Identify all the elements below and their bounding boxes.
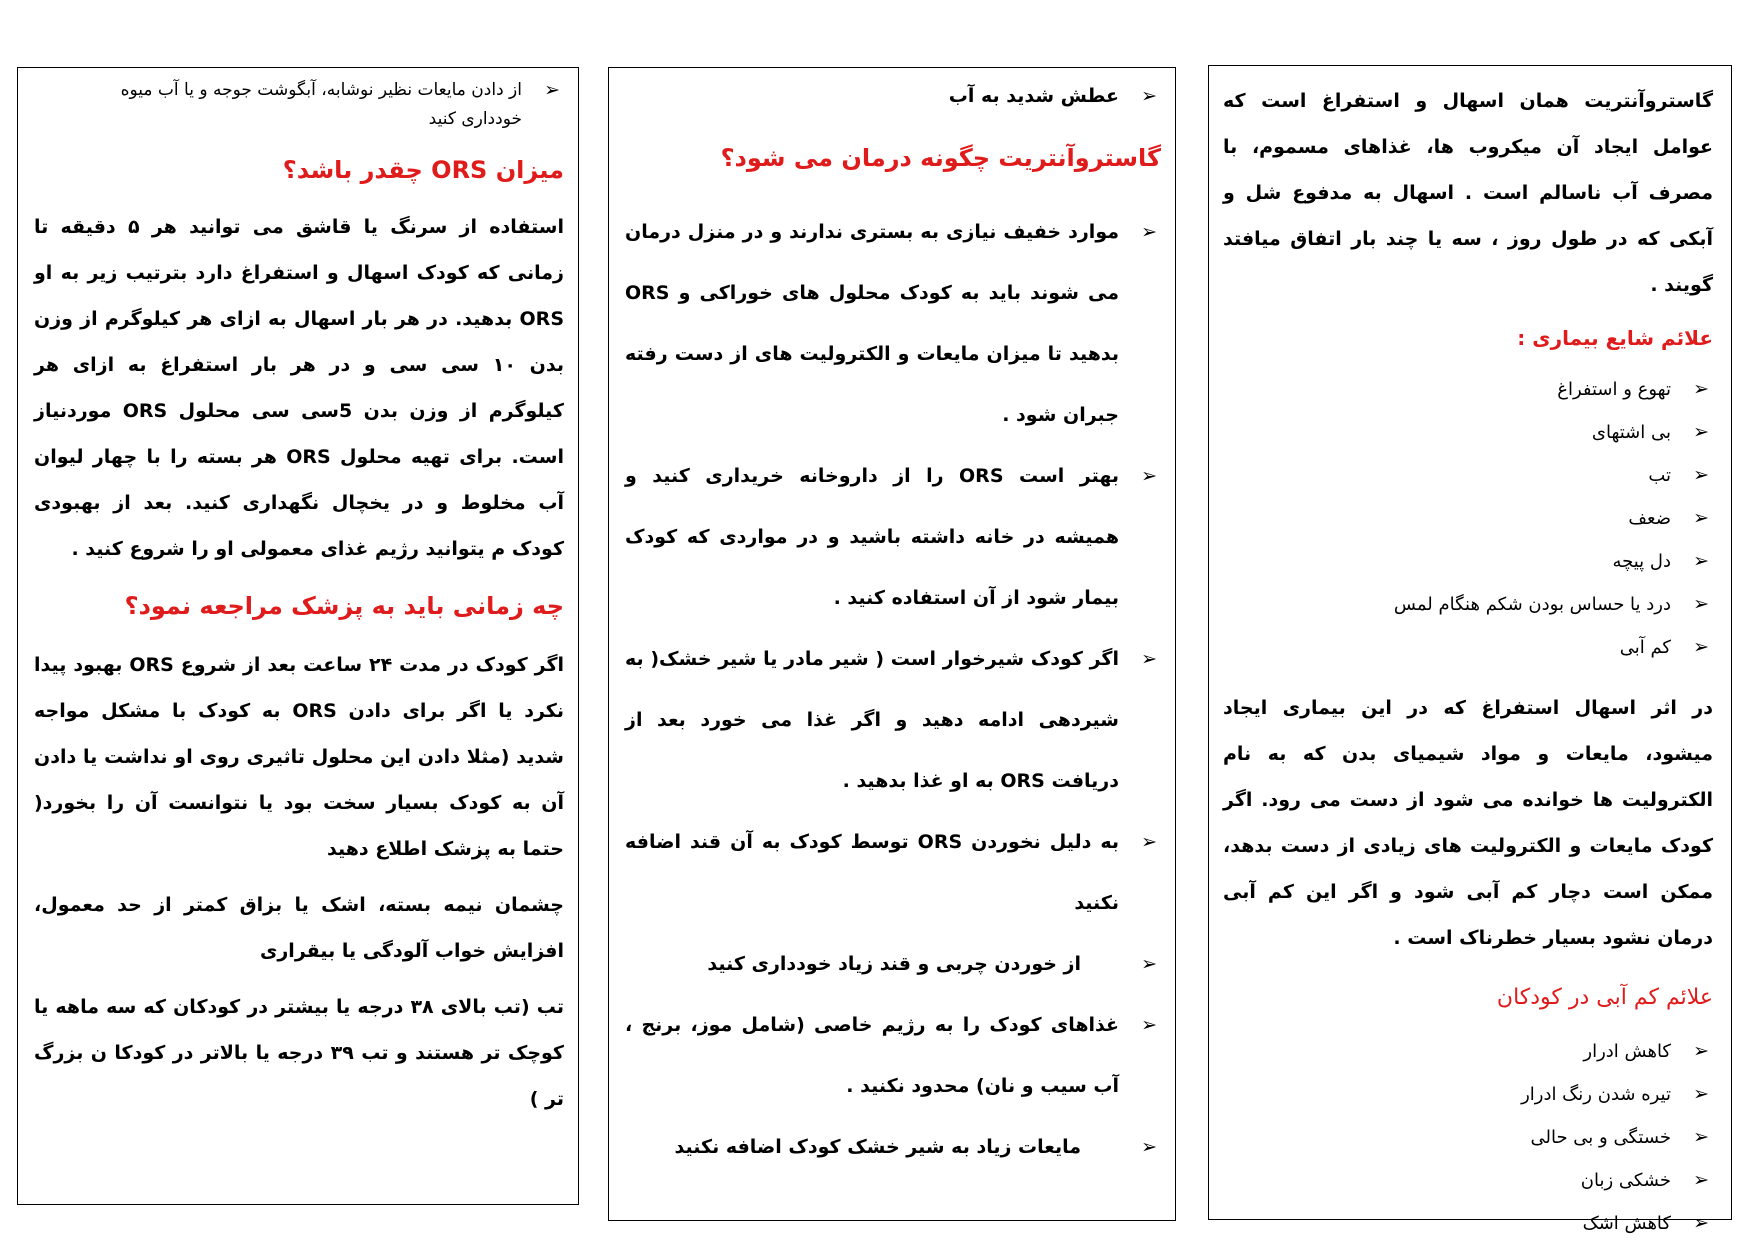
list-item: ➢ خشکی زبان [1223,1159,1713,1202]
arrow-check-icon: ➢ [1693,1083,1709,1105]
right-panel [1208,65,1732,1234]
list-item: ➢ کاهش ادرار [1223,1030,1713,1073]
doctor-heading: چه زمانی باید به پزشک مراجعه نمود؟ [124,592,564,620]
treatment-heading: گاستروآنتریت چگونه درمان می شود؟ [720,144,1161,172]
dehydration-heading: علائم کم آبی در کودکان [1496,985,1713,1010]
list-item: ➢ بهتر است ORS را از داروخانه خریداری کنید و همیشه در خانه داشته باشید و در مواردی که کودک بیمار شود از آن استفاده کنید . [625,446,1161,629]
treatment-list [625,202,1161,1178]
list-item: ➢ کم آبی [1223,626,1713,669]
arrow-check-icon: ➢ [1141,1136,1157,1158]
list-item: ➢ غذاهای کودک را به رژیم خاصی (شامل موز، برنج ، آب سیب و نان) محدود نکنید . [625,995,1161,1117]
arrow-check-icon: ➢ [1141,221,1157,243]
list-item: ➢ درد یا حساس بودن شکم هنگام لمس [1223,583,1713,626]
list-item: ➢ بی اشتهای [1223,411,1713,454]
ors-heading: میزان ORS چقدر باشد؟ [282,156,564,184]
arrow-check-icon: ➢ [1141,953,1157,975]
list-item: ➢ عطش شدید به آب [625,76,1161,116]
symptoms-list [1223,368,1713,669]
list-item: ➢ مایعات زیاد به شیر خشک کودک اضافه نکنید [625,1117,1161,1178]
left-panel [17,67,579,1205]
dehydration-paragraph: در اثر اسهال استفراغ که در این بیماری ایجاد میشود، مایعات و مواد شیمیای بدن که به نام الکترولیت ها خوانده می شود از دست می رود. اگر کودک مایعات و الکترولیت های زیادی از دست بدهد، ممکن است دچار کم آبی شود و اگر این کم آبی درمان نشود بسیار خطرناک است . [1223,697,1713,949]
arrow-check-icon: ➢ [1693,378,1709,400]
arrow-check-icon: ➢ [1693,1212,1709,1234]
arrow-check-icon: ➢ [1693,1126,1709,1148]
avoid-list [34,76,564,134]
list-item: ➢ تب [1223,454,1713,497]
arrow-check-icon: ➢ [1141,1014,1157,1036]
list-item: ➢ کاهش اشک [1223,1202,1713,1245]
list-item: ➢ از دادن مایعات نظیر نوشابه، آبگوشت جوجه و یا آب میوه خودداری کنید [94,76,564,134]
list-item: ➢ به دلیل نخوردن ORS توسط کودک به آن قند اضافه نکنید [625,812,1161,934]
arrow-check-icon: ➢ [1141,648,1157,670]
doctor-paragraph-2: چشمان نیمه بسته، اشک یا بزاق کمتر از حد معمول، افزایش خواب آلودگی یا بیقراری [34,894,564,962]
middle-panel [608,67,1176,1221]
doctor-paragraph-3: تب (تب بالای ۳۸ درجه یا بیشتر در کودکان که سه ماهه یا کوچک تر هستند و تب ۳۹ درجه یا بالاتر در کودکا ن بزرگ تر ) [34,996,564,1110]
arrow-check-icon: ➢ [1693,421,1709,443]
list-item: ➢ ضعف [1223,497,1713,540]
arrow-check-icon: ➢ [1693,593,1709,615]
arrow-check-icon: ➢ [1141,85,1157,107]
ors-paragraph: استفاده از سرنگ یا قاشق می توانید هر ۵ دقیقه تا زمانی که کودک اسهال و استفراغ دارد بترتیب زیر به او ORS بدهید. در هر بار اسهال به ازای هر کیلوگرم از وزن بدن ۱۰ سی سی و در هر بار استفراغ به ازای هر کیلوگرم از وزن بدن 5سی سی محلول ORS موردنیاز است. برای تهیه محلول ORS هر بسته را با چهار لیوان آب مخلوط و در یخچال نگهداری کنید. بعد از بهبودی کودک م یتوانید رژیم غذای معمولی او را شروع کنید . [34,216,564,560]
dehydration-signs-list [1223,1030,1713,1245]
list-item: ➢ خستگی و بی حالی [1223,1116,1713,1159]
arrow-check-icon: ➢ [1693,636,1709,658]
doctor-paragraph-1: اگر کودک در مدت ۲۴ ساعت بعد از شروع ORS بهبود پیدا نکرد یا اگر برای دادن ORS به کودک با مشکل مواجه شدید (مثلا دادن این محلول تاثیری روی او نداشت یا دادن آن به کودک بسیار سخت بود یا نتوانست آن را بخورد( حتما به پزشک اطلاع دهید [34,654,565,860]
thirst-list [625,76,1161,116]
arrow-check-icon: ➢ [1141,465,1157,487]
arrow-check-icon: ➢ [1693,1040,1709,1062]
arrow-check-icon: ➢ [1693,507,1709,529]
list-item: ➢ موارد خفیف نیازی به بستری ندارند و در منزل درمان می شوند باید به کودک محلول های خوراکی و ORS بدهید تا میزان مایعات و الکترولیت های از دست رفته جبران شود . [625,202,1161,446]
list-item: ➢ دل پیچه [1223,540,1713,583]
arrow-check-icon: ➢ [544,79,560,101]
symptoms-heading: علائم شایع بیماری : [1517,326,1713,350]
list-item: ➢ تیره شدن رنگ ادرار [1223,1073,1713,1116]
arrow-check-icon: ➢ [1693,550,1709,572]
arrow-check-icon: ➢ [1693,1169,1709,1191]
arrow-check-icon: ➢ [1693,464,1709,486]
intro-paragraph: گاستروآنتریت همان اسهال و استفراغ است که عوامل ایجاد آن میکروب ها، غذاهای مسموم، با مصرف آب ناسالم است . اسهال به مدفوع شل و آبکی که در طول روز ، سه یا چند بار اتفاق میافتد گویند . [1223,90,1713,296]
list-item: ➢ اگر کودک شیرخوار است ( شیر مادر یا شیر خشک( به شیردهی ادامه دهید و اگر غذا می خورد بعد از دریافت ORS به او غذا بدهید . [625,629,1161,812]
list-item: ➢ از خوردن چربی و قند زیاد خودداری کنید [625,934,1161,995]
arrow-check-icon: ➢ [1141,831,1157,853]
list-item: ➢ تهوع و استفراغ [1223,368,1713,411]
